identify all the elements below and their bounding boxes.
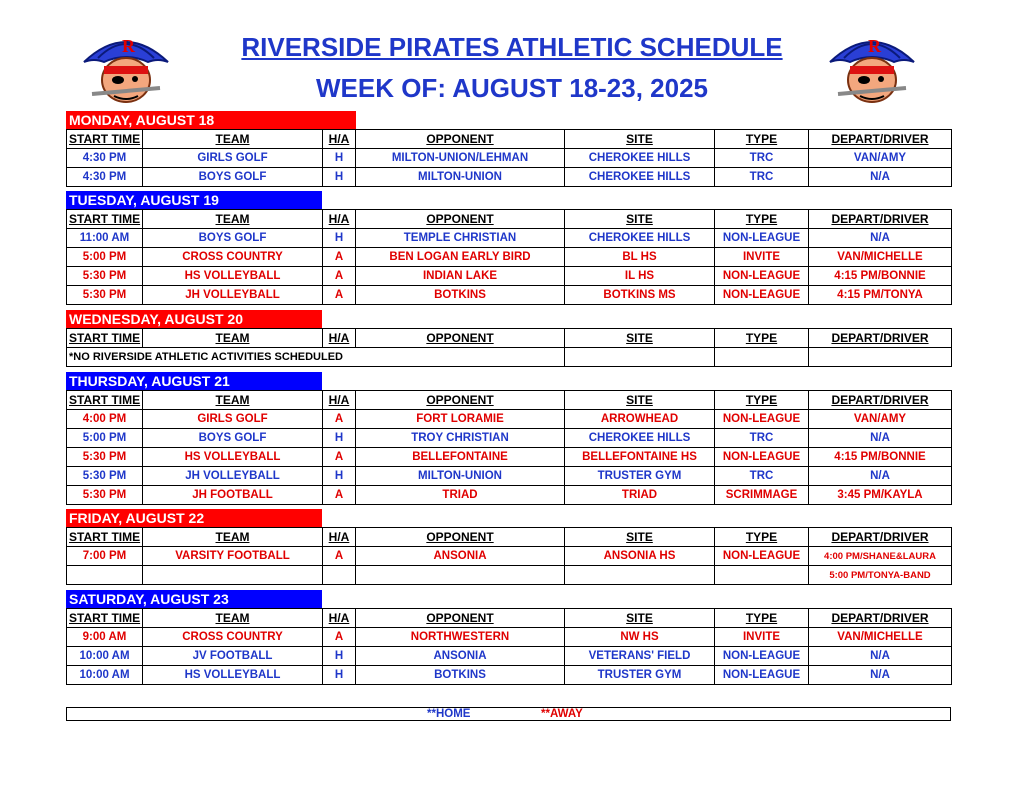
cell-start-time: 5:30 PM [67,267,143,286]
cell-type: SCRIMMAGE [715,486,809,505]
cell-site: BELLEFONTAINE HS [565,448,715,467]
column-header-site: SITE [565,329,715,348]
column-header-depart-driver: DEPART/DRIVER [809,329,952,348]
cell-home-away: H [323,229,356,248]
cell-depart-driver: VAN/AMY [809,410,952,429]
cell-depart-driver: N/A [809,229,952,248]
column-header-row [67,528,952,547]
column-header-start-time: START TIME [67,391,143,410]
week-subtitle: WEEK OF: AUGUST 18-23, 2025 [315,73,709,103]
cell-start-time [67,566,143,585]
day-header-saturday: SATURDAY, AUGUST 23 [66,590,322,608]
cell-type: INVITE [715,248,809,267]
cell-opponent: TROY CHRISTIAN [356,429,565,448]
table-row [67,410,952,429]
cell-team [143,566,323,585]
column-header-team: TEAM [143,329,323,348]
cell-site: BOTKINS MS [565,286,715,305]
cell-start-time: 4:30 PM [67,149,143,168]
column-header-type: TYPE [715,130,809,149]
column-header-home-away: H/A [323,609,356,628]
cell-opponent: BOTKINS [356,286,565,305]
column-header-start-time: START TIME [67,210,143,229]
cell-site: BL HS [565,248,715,267]
schedule-table-saturday [66,608,952,685]
legend-home: **HOME [427,708,471,720]
empty-cell [809,348,952,367]
no-activities-note: *NO RIVERSIDE ATHLETIC ACTIVITIES SCHEDULED [67,348,565,367]
cell-team: BOYS GOLF [143,168,323,187]
day-header-monday: MONDAY, AUGUST 18 [66,111,356,129]
cell-depart-driver: VAN/MICHELLE [809,248,952,267]
schedule-table-tuesday [66,209,952,305]
cell-type: NON-LEAGUE [715,647,809,666]
table-row [67,149,952,168]
cell-depart-driver: N/A [809,467,952,486]
cell-site: CHEROKEE HILLS [565,168,715,187]
column-header-site: SITE [565,130,715,149]
column-header-team: TEAM [143,609,323,628]
cell-start-time: 5:30 PM [67,286,143,305]
cell-team: HS VOLLEYBALL [143,448,323,467]
cell-depart-driver: VAN/MICHELLE [809,628,952,647]
table-row [67,628,952,647]
column-header-home-away: H/A [323,210,356,229]
cell-team: JH FOOTBALL [143,486,323,505]
column-header-type: TYPE [715,609,809,628]
column-header-opponent: OPPONENT [356,329,565,348]
cell-home-away: A [323,628,356,647]
cell-site: TRIAD [565,486,715,505]
cell-site: ANSONIA HS [565,547,715,566]
cell-start-time: 10:00 AM [67,647,143,666]
cell-site: CHEROKEE HILLS [565,229,715,248]
cell-site: NW HS [565,628,715,647]
column-header-home-away: H/A [323,528,356,547]
table-row [67,647,952,666]
column-header-home-away: H/A [323,391,356,410]
schedule-table-wednesday [66,328,952,367]
cell-opponent: ANSONIA [356,647,565,666]
cell-home-away [323,566,356,585]
logo-letter: R [868,36,881,56]
cell-opponent: TEMPLE CHRISTIAN [356,229,565,248]
cell-site: ARROWHEAD [565,410,715,429]
cell-type: TRC [715,168,809,187]
cell-type [715,566,809,585]
cell-opponent: BOTKINS [356,666,565,685]
column-header-row [67,609,952,628]
table-row [67,348,952,367]
cell-home-away: A [323,410,356,429]
column-header-opponent: OPPONENT [356,210,565,229]
table-row [67,229,952,248]
column-header-site: SITE [565,609,715,628]
cell-home-away: H [323,666,356,685]
cell-depart-driver: VAN/AMY [809,149,952,168]
column-header-depart-driver: DEPART/DRIVER [809,391,952,410]
cell-start-time: 10:00 AM [67,666,143,685]
column-header-opponent: OPPONENT [356,130,565,149]
cell-depart-driver: N/A [809,168,952,187]
cell-start-time: 11:00 AM [67,229,143,248]
cell-type: NON-LEAGUE [715,547,809,566]
cell-site: IL HS [565,267,715,286]
column-header-row [67,391,952,410]
table-row [67,286,952,305]
column-header-team: TEAM [143,130,323,149]
home-away-legend [66,707,951,721]
column-header-opponent: OPPONENT [356,609,565,628]
cell-team: BOYS GOLF [143,429,323,448]
column-header-row [67,210,952,229]
day-header-thursday: THURSDAY, AUGUST 21 [66,372,322,390]
cell-start-time: 7:00 PM [67,547,143,566]
column-header-site: SITE [565,391,715,410]
cell-type: TRC [715,429,809,448]
column-header-depart-driver: DEPART/DRIVER [809,130,952,149]
cell-depart-driver: 5:00 PM/TONYA-BAND [809,566,952,585]
cell-opponent: ANSONIA [356,547,565,566]
table-row [67,566,952,585]
cell-depart-driver: N/A [809,647,952,666]
cell-start-time: 5:30 PM [67,448,143,467]
column-header-team: TEAM [143,210,323,229]
empty-cell [715,348,809,367]
cell-start-time: 9:00 AM [67,628,143,647]
cell-team: HS VOLLEYBALL [143,267,323,286]
column-header-row [67,329,952,348]
column-header-row [67,130,952,149]
cell-depart-driver: N/A [809,666,952,685]
column-header-depart-driver: DEPART/DRIVER [809,609,952,628]
schedule-table-friday [66,527,952,585]
cell-type: NON-LEAGUE [715,410,809,429]
column-header-site: SITE [565,528,715,547]
schedule-table-thursday [66,390,952,505]
table-row [67,429,952,448]
column-header-site: SITE [565,210,715,229]
cell-home-away: H [323,467,356,486]
page-title: RIVERSIDE PIRATES ATHLETIC SCHEDULE [241,32,783,62]
cell-site: VETERANS' FIELD [565,647,715,666]
cell-opponent [356,566,565,585]
column-header-start-time: START TIME [67,130,143,149]
cell-type: INVITE [715,628,809,647]
cell-home-away: A [323,286,356,305]
cell-home-away: A [323,547,356,566]
column-header-type: TYPE [715,329,809,348]
column-header-start-time: START TIME [67,609,143,628]
column-header-opponent: OPPONENT [356,391,565,410]
table-row [67,486,952,505]
empty-cell [565,348,715,367]
cell-opponent: TRIAD [356,486,565,505]
cell-type: NON-LEAGUE [715,666,809,685]
cell-opponent: MILTON-UNION [356,467,565,486]
cell-type: NON-LEAGUE [715,286,809,305]
cell-type: NON-LEAGUE [715,229,809,248]
cell-team: CROSS COUNTRY [143,628,323,647]
cell-start-time: 5:00 PM [67,429,143,448]
table-row [67,168,952,187]
cell-team: CROSS COUNTRY [143,248,323,267]
cell-depart-driver: N/A [809,429,952,448]
cell-home-away: H [323,429,356,448]
cell-opponent: MILTON-UNION [356,168,565,187]
cell-team: JV FOOTBALL [143,647,323,666]
cell-site [565,566,715,585]
column-header-type: TYPE [715,391,809,410]
cell-opponent: NORTHWESTERN [356,628,565,647]
cell-team: JH VOLLEYBALL [143,467,323,486]
column-header-home-away: H/A [323,130,356,149]
legend-away: **AWAY [541,708,583,720]
cell-depart-driver: 4:15 PM/TONYA [809,286,952,305]
cell-team: HS VOLLEYBALL [143,666,323,685]
cell-team: GIRLS GOLF [143,410,323,429]
column-header-start-time: START TIME [67,528,143,547]
cell-site: CHEROKEE HILLS [565,149,715,168]
cell-home-away: H [323,149,356,168]
cell-start-time: 5:00 PM [67,248,143,267]
cell-team: GIRLS GOLF [143,149,323,168]
cell-opponent: BEN LOGAN EARLY BIRD [356,248,565,267]
cell-site: TRUSTER GYM [565,467,715,486]
table-row [67,666,952,685]
column-header-opponent: OPPONENT [356,528,565,547]
column-header-type: TYPE [715,528,809,547]
cell-opponent: MILTON-UNION/LEHMAN [356,149,565,168]
cell-type: NON-LEAGUE [715,267,809,286]
cell-team: VARSITY FOOTBALL [143,547,323,566]
cell-depart-driver: 3:45 PM/KAYLA [809,486,952,505]
cell-opponent: BELLEFONTAINE [356,448,565,467]
cell-depart-driver: 4:15 PM/BONNIE [809,267,952,286]
table-row [67,248,952,267]
cell-site: CHEROKEE HILLS [565,429,715,448]
day-header-friday: FRIDAY, AUGUST 22 [66,509,322,527]
cell-depart-driver: 4:15 PM/BONNIE [809,448,952,467]
cell-team: BOYS GOLF [143,229,323,248]
cell-start-time: 4:30 PM [67,168,143,187]
table-row [67,267,952,286]
cell-type: NON-LEAGUE [715,448,809,467]
column-header-team: TEAM [143,391,323,410]
cell-team: JH VOLLEYBALL [143,286,323,305]
table-row [67,467,952,486]
column-header-home-away: H/A [323,329,356,348]
cell-home-away: A [323,267,356,286]
logo-letter: R [122,36,135,56]
column-header-type: TYPE [715,210,809,229]
cell-type: TRC [715,467,809,486]
cell-site: TRUSTER GYM [565,666,715,685]
cell-home-away: H [323,647,356,666]
cell-start-time: 5:30 PM [67,486,143,505]
cell-home-away: A [323,486,356,505]
cell-start-time: 4:00 PM [67,410,143,429]
cell-home-away: H [323,168,356,187]
cell-home-away: A [323,448,356,467]
column-header-start-time: START TIME [67,329,143,348]
day-header-wednesday: WEDNESDAY, AUGUST 20 [66,310,322,328]
cell-opponent: INDIAN LAKE [356,267,565,286]
cell-type: TRC [715,149,809,168]
cell-opponent: FORT LORAMIE [356,410,565,429]
column-header-depart-driver: DEPART/DRIVER [809,210,952,229]
table-row [67,448,952,467]
column-header-depart-driver: DEPART/DRIVER [809,528,952,547]
cell-start-time: 5:30 PM [67,467,143,486]
cell-depart-driver: 4:00 PM/SHANE&LAURA [809,547,952,566]
column-header-team: TEAM [143,528,323,547]
table-row [67,547,952,566]
cell-home-away: A [323,248,356,267]
schedule-table-monday [66,129,952,187]
day-header-tuesday: TUESDAY, AUGUST 19 [66,191,322,209]
